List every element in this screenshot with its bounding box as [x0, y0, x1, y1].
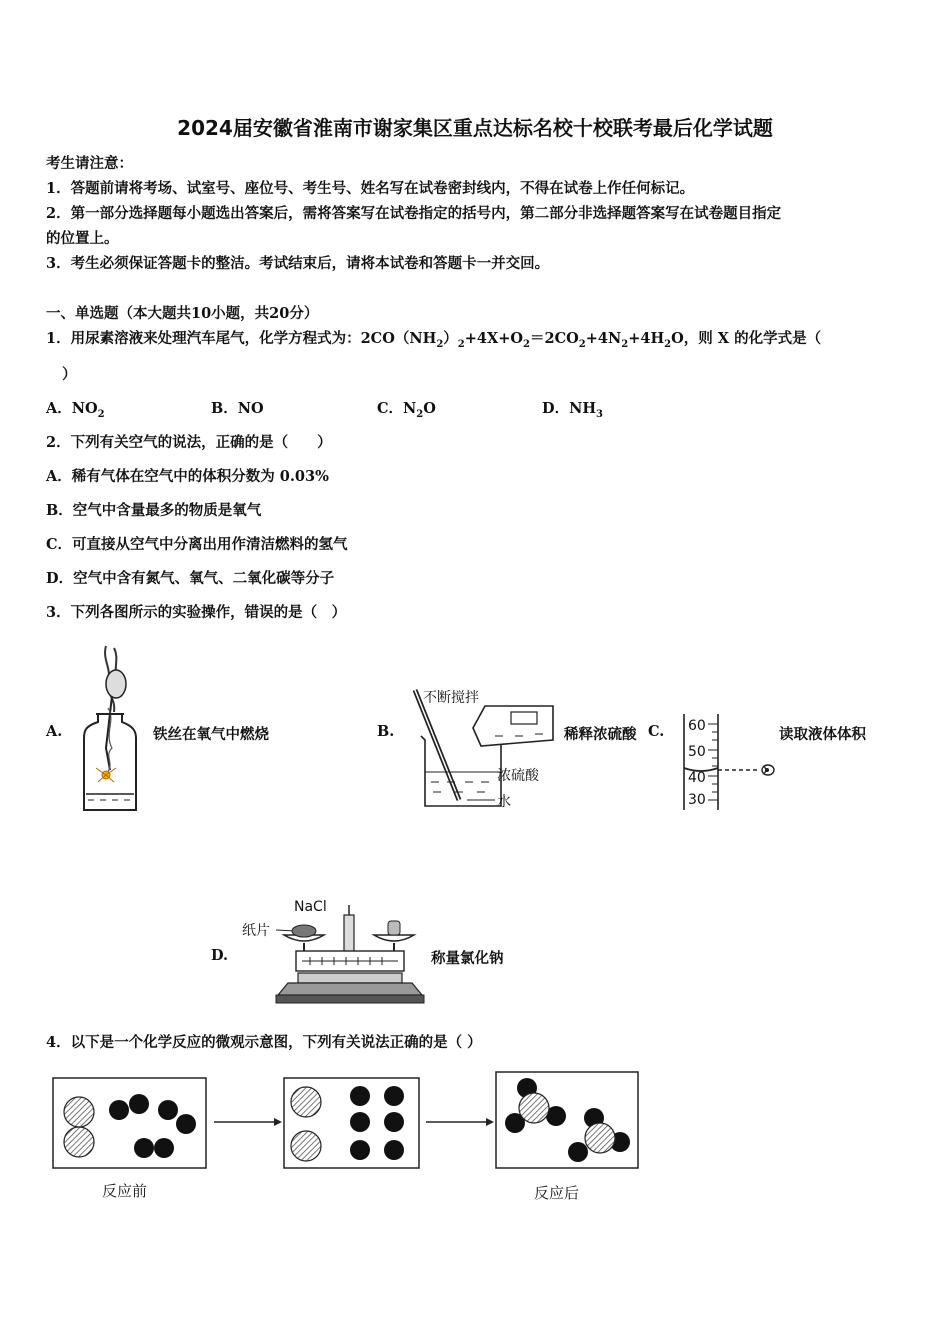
label-acid: 浓硫酸 — [497, 768, 539, 784]
q3-stem: 3．下列各图所示的实验操作，错误的是（ ） — [46, 604, 347, 621]
label-stir: 不断搅拌 — [423, 690, 479, 706]
q3-c-caption: 读取液体体积 — [779, 726, 866, 743]
label-before: 反应前 — [102, 1182, 148, 1200]
label-nacl: NaCl — [294, 899, 327, 915]
q2-option-b: B．空气中含量最多的物质是氧气 — [46, 502, 262, 519]
notice-item-2-cont: 的位置上。 — [46, 230, 119, 247]
q2-stem: 2．下列有关空气的说法，正确的是（ ） — [46, 434, 332, 451]
q3-b-letter: B. — [377, 723, 395, 740]
notice-item-3: 3．考生必须保证答题卡的整洁。考试结束后，请将本试卷和答题卡一并交回。 — [46, 255, 550, 272]
dilute-acid-figure — [405, 684, 555, 818]
section-heading: 一、单选题（本大题共10小题，共20分） — [46, 305, 319, 322]
balance-figure — [240, 895, 430, 1011]
q1-option-d: D．$NH_3$ — [542, 400, 603, 420]
cylinder-figure — [676, 710, 780, 818]
q2-option-d: D．空气中含有氮气、氧气、二氧化碳等分子 — [46, 570, 335, 587]
q3-b-caption: 稀释浓硫酸 — [564, 726, 637, 743]
q1-stem: 1．用尿素溶液来处理汽车尾气，化学方程式为：$2CO(NH_2)_2+4X+O_2=2CO_2+4N_2+4H_2O$，则 X 的化学式是（ — [46, 330, 822, 350]
tick-60: 60 — [688, 718, 706, 734]
q4-stem: 4．以下是一个化学反应的微观示意图，下列有关说法正确的是（ ） — [46, 1034, 482, 1051]
q3-d-letter: D. — [211, 947, 229, 964]
q2-option-c: C．可直接从空气中分离出用作清洁燃料的氢气 — [46, 536, 348, 553]
notice-item-2: 2．第一部分选择题每小题选出答案后，需将答案写在试卷指定的括号内，第二部分非选择题答案写在试卷题目指定 — [46, 205, 782, 222]
tick-50: 50 — [688, 744, 706, 760]
tick-40: 40 — [688, 770, 706, 786]
q1-option-c: C．$N_2O$ — [377, 400, 436, 420]
iron-burning-figure — [76, 638, 146, 818]
notice-item-1: 1．答题前请将考场、试室号、座位号、考生号、姓名写在试卷密封线内，不得在试卷上作任何标记。 — [46, 180, 695, 197]
label-paper: 纸片 — [242, 923, 270, 939]
label-water: 水 — [497, 794, 511, 810]
q1-option-b: B．NO — [211, 400, 264, 417]
q3-c-letter: C. — [648, 723, 665, 740]
q1-stem-close: ） — [62, 366, 77, 383]
page-title: 2024届安徽省淮南市谢家集区重点达标名校十校联考最后化学试题 — [177, 116, 773, 140]
q3-a-caption: 铁丝在氧气中燃烧 — [153, 726, 269, 743]
q3-a-letter: A. — [46, 723, 63, 740]
notice-heading: 考生请注意： — [46, 155, 133, 172]
q1-option-a: A．$NO_2$ — [46, 400, 105, 420]
reaction-diagram — [48, 1068, 648, 1212]
q3-d-caption: 称量氯化钠 — [431, 950, 504, 967]
label-after: 反应后 — [534, 1184, 580, 1202]
q2-option-a: A．稀有气体在空气中的体积分数为 0.03% — [46, 468, 329, 485]
tick-30: 30 — [688, 792, 706, 808]
